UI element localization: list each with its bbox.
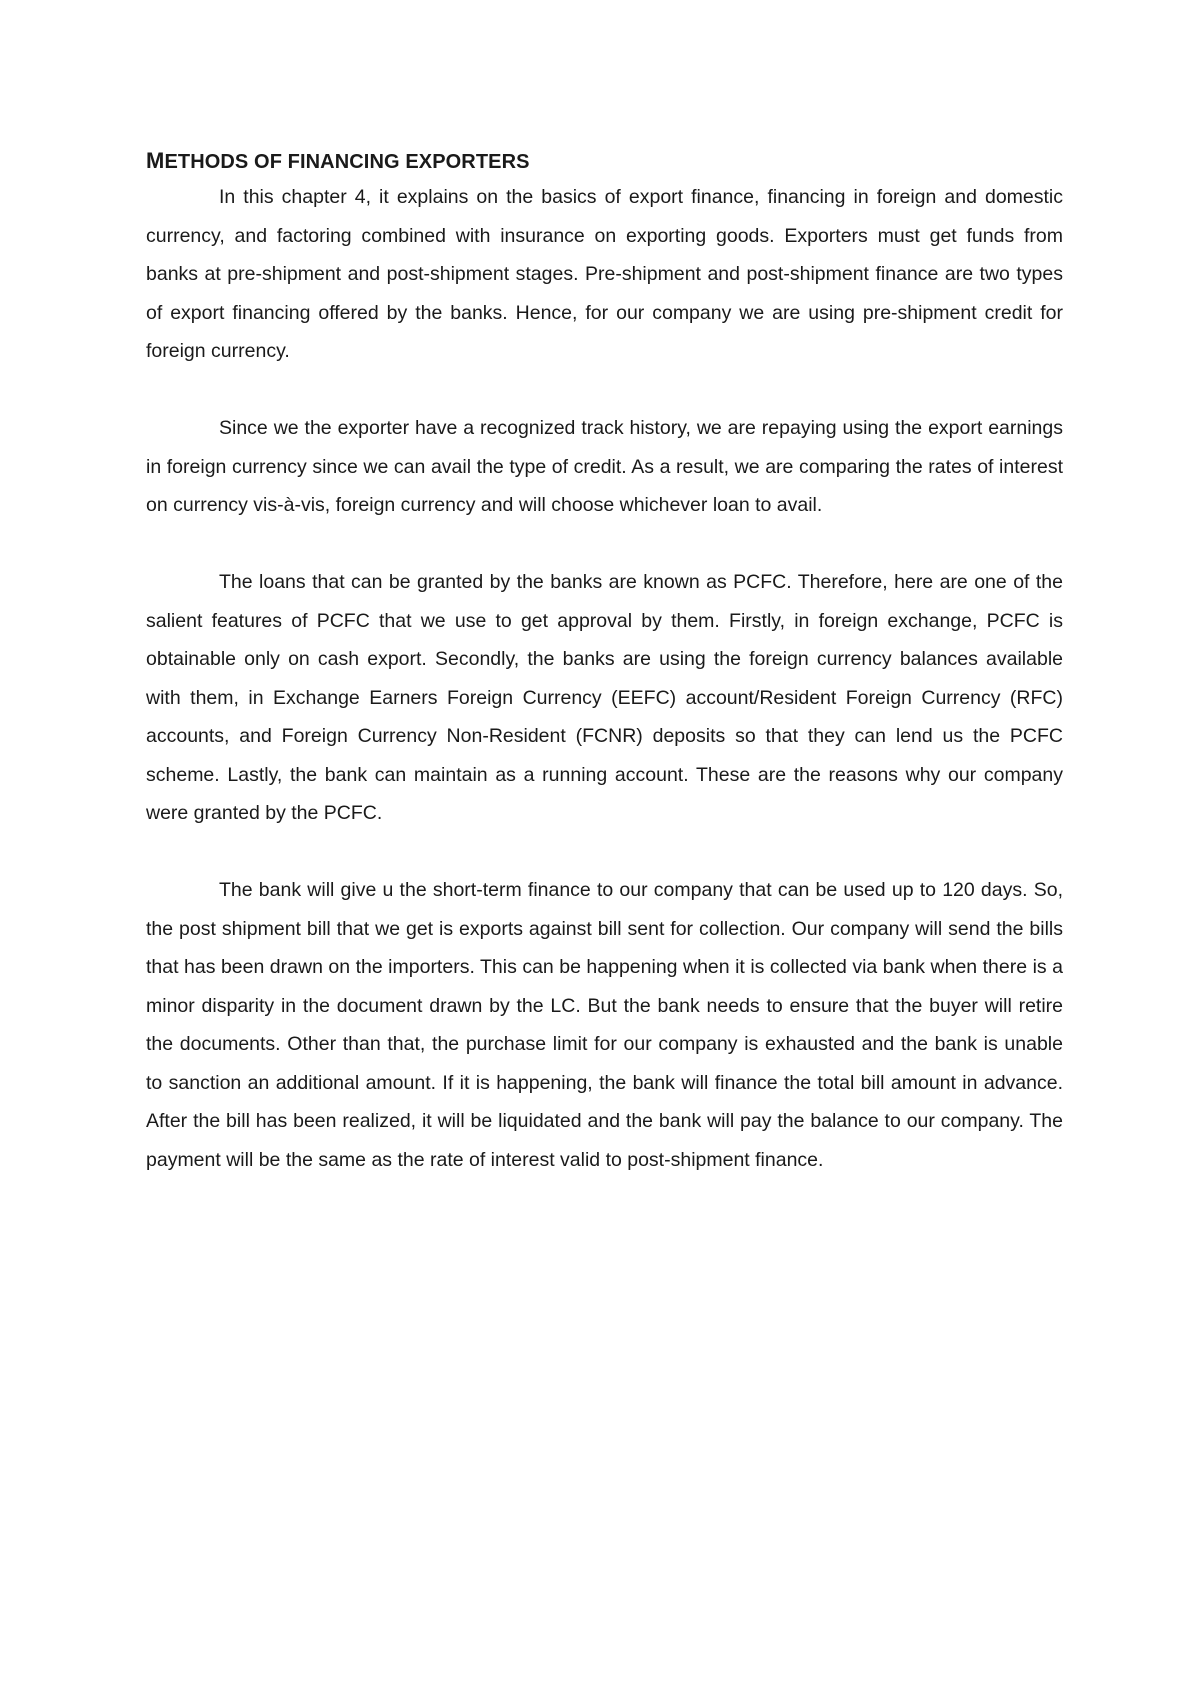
paragraph-3: The loans that can be granted by the banks are known as PCFC. Therefore, here are one of the salient features of PCFC that we use to get approval by them. Firstly, in foreign exchange, PCFC is obtainable only on cash export. Secondly, the banks are using the foreign currency balances available with them, in Exchange Earners Foreign Currency (EEFC) account/Resident Foreign Currency (RFC) accounts, and Foreign Currency Non-Resident (FCNR) deposits so that they can lend us the PCFC scheme. Lastly, the bank can maintain as a running account. These are the reasons why our company were granted by the PCFC. [146,571,1063,824]
paragraph-1: In this chapter 4, it explains on the basics of export finance, financing in foreign and domestic currency, and factoring combined with insurance on exporting goods. Exporters must get funds from banks at pre-shipment and post-shipment stages. Pre-shipment and post-shipment finance are two types of export financing offered by the banks. Hence, for our company we are using pre-shipment credit for foreign currency. [146,186,1063,362]
document-title [146,146,1063,177]
title-first-letter: M [146,148,165,173]
paragraph-2: Since we the exporter have a recognized track history, we are repaying using the export earnings in foreign currency since we can avail the type of credit. As a result, we are comparing the rates of interest on currency vis-à-vis, foreign currency and will choose whichever loan to avail. [146,417,1063,516]
document-body [146,146,1063,1179]
title-rest: ETHODS OF FINANCING EXPORTERS [164,151,530,173]
paragraph-4: The bank will give u the short-term finance to our company that can be used up to 120 days. So, the post shipment bill that we get is exports against bill sent for collection. Our company will send the bills that has been drawn on the importers. This can be happening when it is collected via bank when there is a minor disparity in the document drawn by the LC. But the bank needs to ensure that the buyer will retire the documents. Other than that, the purchase limit for our company is exhausted and the bank is unable to sanction an additional amount. If it is happening, the bank will finance the total bill amount in advance. After the bill has been realized, it will be liquidated and the bank will pay the balance to our company. The payment will be the same as the rate of interest valid to post-shipment finance. [146,879,1063,1171]
